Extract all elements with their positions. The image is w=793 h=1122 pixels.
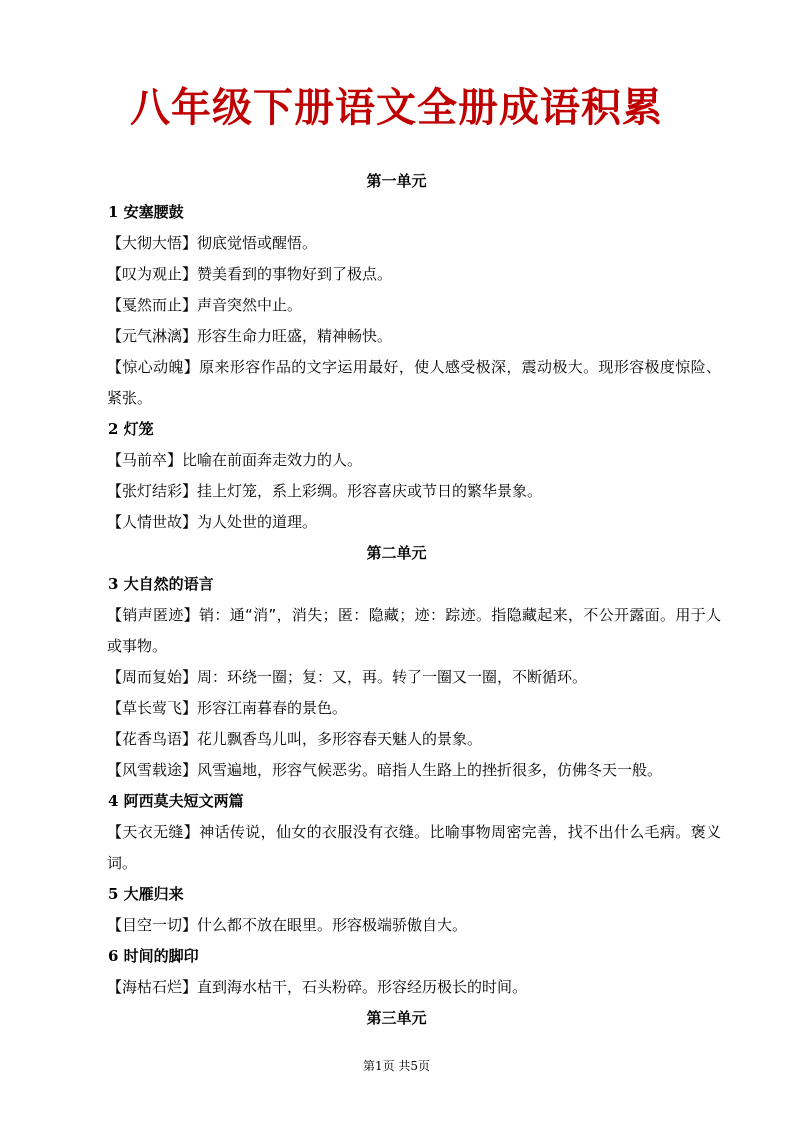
idiom-entry: 【元气淋漓】形容生命力旺盛，精神畅快。: [107, 327, 393, 345]
lesson-title: 4 阿西莫夫短文两篇: [108, 792, 244, 810]
idiom-entry: 【海枯石烂】直到海水枯干，石头粉碎。形容经历极长的时间。: [107, 978, 528, 996]
idiom-entry: 【人情世故】为人处世的道理。: [107, 513, 318, 531]
idiom-entry: 【天衣无缝】神话传说，仙女的衣服没有衣缝。比喻事物周密完善，找不出什么毛病。褒义词。: [107, 823, 721, 872]
idiom-entry: 【草长莺飞】形容江南暮春的景色。: [107, 699, 348, 717]
idiom-entry: 【销声匿迹】销：通“消”，消失；匿：隐藏；迹：踪迹。指隐藏起来，不公开露面。用于人或事物。: [107, 606, 721, 655]
unit-heading: 第一单元: [366, 172, 427, 190]
idiom-entry: 【戛然而止】声音突然中止。: [107, 296, 303, 314]
page-title: 八年级下册语文全册成语积累: [130, 85, 663, 131]
idiom-entry: 【风雪载途】风雪遍地，形容气候恶劣。暗指人生路上的挫折很多，仿佛冬天一般。: [107, 761, 663, 779]
lesson-title: 3 大自然的语言: [108, 575, 214, 593]
idiom-entry: 【花香鸟语】花儿飘香鸟儿叫，多形容春天魅人的景象。: [107, 730, 483, 748]
idiom-entry: 【马前卒】比喻在前面奔走效力的人。: [107, 451, 363, 469]
content: [107, 166, 721, 1034]
lesson-title: 6 时间的脚印: [108, 947, 199, 965]
idiom-entry: 【目空一切】什么都不放在眼里。形容极端骄傲自大。: [107, 916, 468, 934]
unit-heading: 第二单元: [366, 544, 427, 562]
lesson-title: 2 灯笼: [108, 420, 154, 438]
page-footer: 第1页 共5页: [362, 1059, 431, 1073]
idiom-entry: 【周而复始】周：环绕一圈；复：又，再。转了一圈又一圈，不断循环。: [107, 668, 588, 686]
idiom-entry: 【惊心动魄】原来形容作品的文字运用最好，使人感受极深，震动极大。现形容极度惊险、紧张。: [107, 358, 721, 407]
idiom-entry: 【叹为观止】赞美看到的事物好到了极点。: [107, 265, 393, 283]
idiom-entry: 【张灯结彩】挂上灯笼，系上彩绸。形容喜庆或节日的繁华景象。: [107, 482, 543, 500]
lesson-title: 5 大雁归来: [108, 885, 184, 903]
lesson-title: 1 安塞腰鼓: [108, 203, 184, 221]
idiom-entry: 【大彻大悟】彻底觉悟或醒悟。: [107, 234, 318, 252]
unit-heading: 第三单元: [366, 1009, 427, 1027]
